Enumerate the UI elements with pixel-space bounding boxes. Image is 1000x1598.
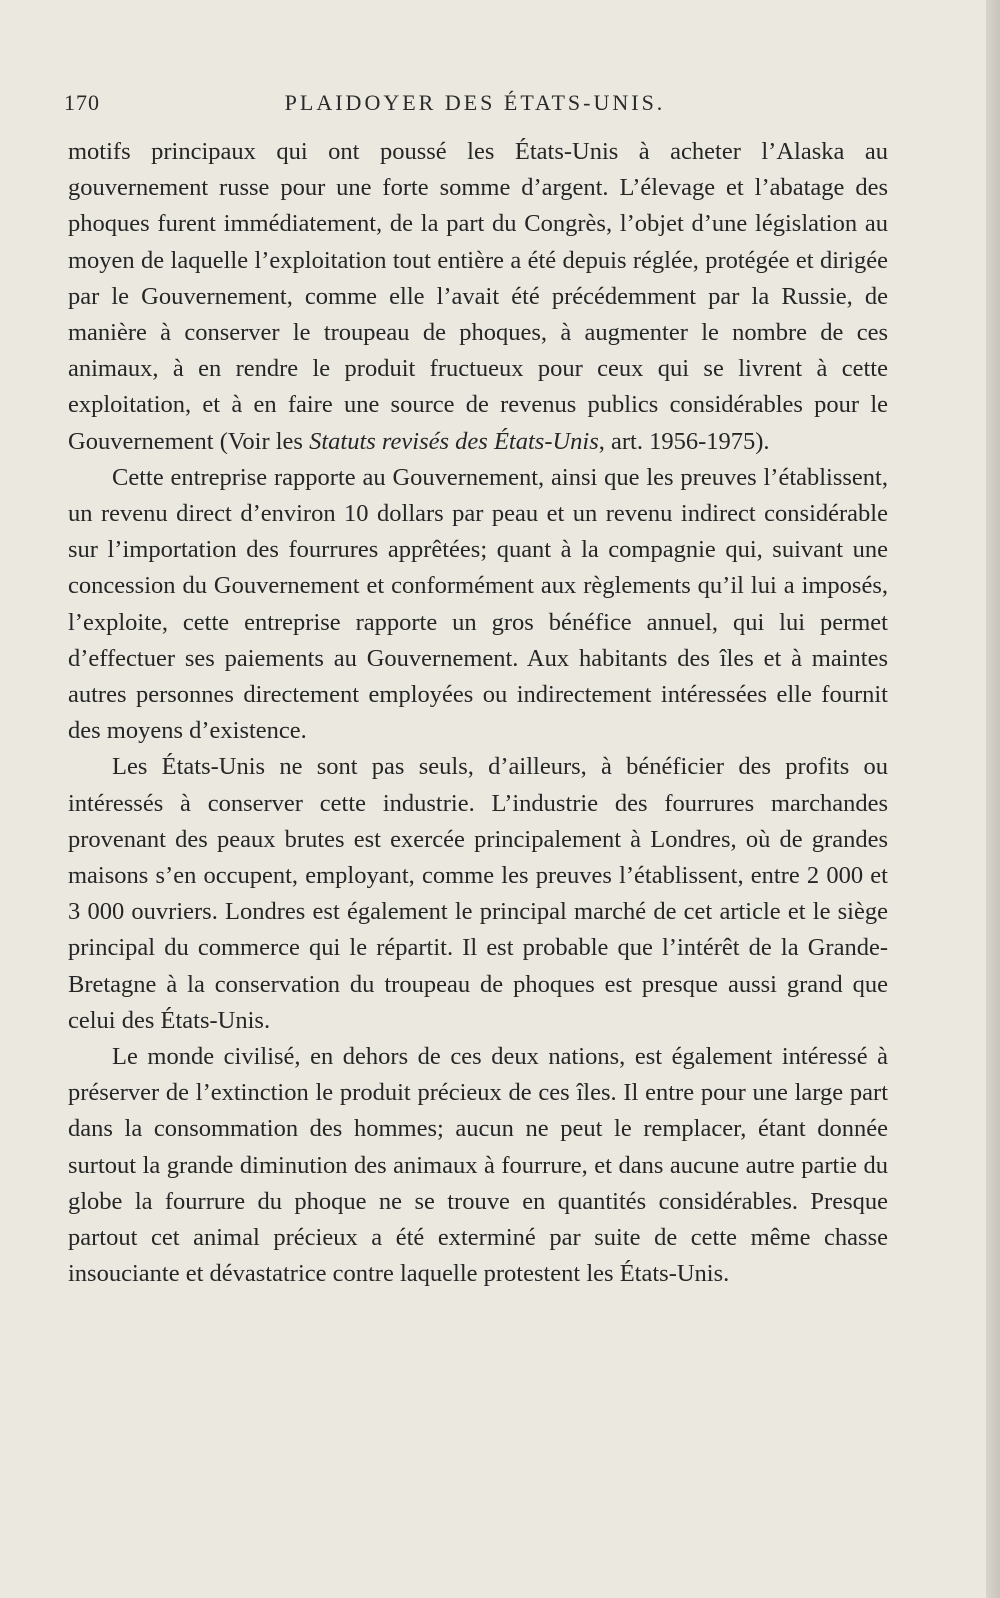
body-text (68, 134, 888, 1293)
paragraph-4: Le monde civilisé, en dehors de ces deux nations, est également intéressé à préserver de l’extinction le produit précieux de ces îles. Il entre pour une large part dans la consommation des hommes; aucun ne peut le remplacer, étant donnée surtout la grande diminution des animaux à fourrure, et dans aucune autre partie du globe la fourrure du phoque ne se trouve en quantités considérables. Presque partout cet animal précieux a été exterminé par suite de cette même chasse insouciante et dévastatrice contre laquelle protestent les États-Unis. (68, 1043, 888, 1288)
paragraph-2: Cette entreprise rapporte au Gouvernement, ainsi que les preuves l’établissent, un revenu direct d’environ 10 dollars par peau et un revenu indirect considérable sur l’importation des fourrures apprêtées; quant à la compagnie qui, suivant une concession du Gouvernement et conformément aux règlements qu’il lui a imposés, l’exploite, cette entreprise rapporte un gros bénéfice annuel, qui lui permet d’effectuer ses paiements au Gouvernement. Aux habitants des îles et à maintes autres personnes directement employées ou indirectement intéressées elle fournit des moyens d’existence. (68, 463, 888, 745)
page-header (64, 84, 886, 124)
paragraph-1-italic-title: Statuts revisés des États-Unis (309, 427, 599, 455)
paragraph-1-text-end: , art. 1956-1975). (598, 427, 770, 455)
paragraph-1-text: motifs principaux qui ont poussé les États-Unis à acheter l’Alaska au gouvernement russe pour une forte somme d’argent. L’élevage et l’abatage des phoques furent immédiatement, de la part du Congrès, l’objet d’une législation au moyen de laquelle l’exploitation tout entière a été depuis réglée, protégée et dirigée par le Gouvernement, comme elle l’avait été précédemment par la Russie, de manière à conserver le troupeau de phoques, à augmenter le nombre de ces animaux, à en rendre le produit fructueux pour ceux qui se livrent à cette exploitation, et à en faire une source de revenus publics considérables pour le Gouvernement (Voir les (68, 138, 888, 455)
page-number: 170 (64, 90, 100, 115)
paragraph-1 (68, 134, 888, 460)
running-title: PLAIDOYER DES ÉTATS-UNIS. (284, 90, 666, 115)
paragraph-3: Les États-Unis ne sont pas seuls, d’ailleurs, à bénéficier des profits ou intéressés à conserver cette industrie. L’industrie des fourrures marchandes provenant des peaux brutes est exercée principalement à Londres, où de grandes maisons s’en occupent, employant, comme les preuves l’établissent, entre 2 000 et 3 000 ouvriers. Londres est également le principal marché de cet article et le siège principal du commerce qui le répartit. Il est probable que l’intérêt de la Grande-Bretagne à la conservation du troupeau de phoques est presque aussi grand que celui des États-Unis. (68, 753, 888, 1034)
page-edge-shadow (986, 0, 1000, 1598)
